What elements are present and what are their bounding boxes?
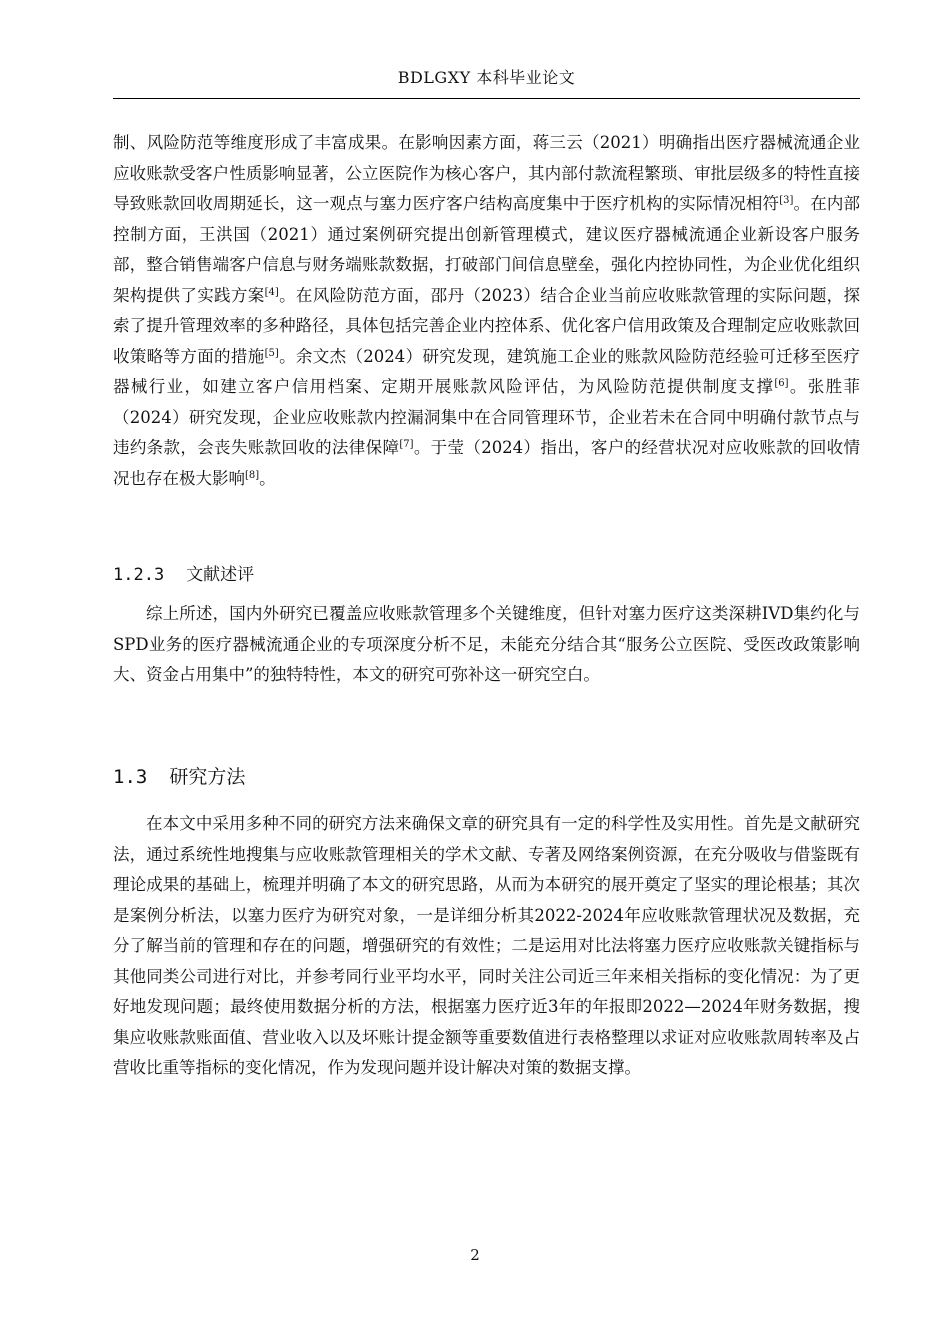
citation-ref: [6] — [774, 378, 789, 389]
citation-ref: [4] — [264, 286, 279, 298]
running-header: BDLGXY 本科毕业论文 — [397, 68, 576, 87]
section-heading-1-2-3 — [113, 563, 254, 587]
section-title: 文献述评 — [186, 565, 255, 585]
paragraph-literature-commentary: 综上所述，国内外研究已覆盖应收账款管理多个关键维度，但针对塞力医疗这类深耕IVD集约化与SPD业务的医疗器械流通企业的专项深度分析不足，未能充分结合其“服务公立医院、受医改政策影响大、资金占用集中”的独特特性，本文的研究可弥补这一研究空白。 — [113, 604, 860, 684]
citation-ref: [3] — [779, 195, 794, 206]
paragraph-text: 。在风险防范方面，邵丹（2023）结合企业当前应收账款管理的实际问题，探索了提升管理效率的多种路径，具体包括完善企业内控体系、优化客户信用政策及合理制定应收账款回收策略等方面的措施 — [113, 285, 860, 366]
paragraph-text: 制、风险防范等维度形成了丰富成果。在影响因素方面，蒋三云（2021）明确指出医疗器械流通企业应收账款受客户性质影响显著，公立医院作为核心客户，其内部付款流程繁琐、审批层级多的特性直接导致账款回收周期延长，这一观点与塞力医疗客户结构高度集中于医疗机构的实际情况相符 — [113, 133, 860, 213]
paragraph-text: 。于莹（2024）指出，客户的经营状况对应收账款的回收情况也存在极大影响 — [113, 438, 861, 488]
page-number: 2 — [470, 1246, 480, 1264]
section-number: 1.2.3 — [113, 565, 165, 585]
citation-ref: [8] — [245, 469, 260, 481]
paragraph-text: 。 — [259, 468, 276, 488]
paragraph-text: 。在内部控制方面，王洪国（2021）通过案例研究提出创新管理模式，建议医疗器械流通企业新设客户服务部，整合销售端客户信息与财务端账款数据，打破部门间信息壁垒，强化内控协同性，为企业优化组织架构提供了实践方案 — [113, 194, 861, 305]
paragraph-text: 。余文杰（2024）研究发现，建筑施工企业的账款风险防范经验可迁移至医疗器械行业，如建立客户信用档案、定期开展账款风险评估，为风险防范提供制度支撑 — [113, 346, 860, 396]
section-heading-1-3 — [113, 763, 245, 791]
citation-ref: [5] — [264, 347, 279, 359]
paragraph-text: 。张胜菲（2024）研究发现，企业应收账款内控漏洞集中在合同管理环节，企业若未在合同中明确付款节点与违约条款，会丧失账款回收的法律保障 — [113, 377, 861, 457]
citation-ref: [7] — [399, 439, 414, 450]
section-title: 研究方法 — [169, 766, 246, 788]
section-number: 1.3 — [113, 766, 148, 788]
header-rule — [113, 98, 860, 99]
paragraph-research-methods: 在本文中采用多种不同的研究方法来确保文章的研究具有一定的科学性及实用性。首先是文献研究法，通过系统性地搜集与应收账款管理相关的学术文献、专著及网络案例资源，在充分吸收与借鉴既有理论成果的基础上，梳理并明确了本文的研究思路，从而为本研究的展开奠定了坚实的理论根基；其次是案例分析法，以塞力医疗为研究对象，一是详细分析其2022-2024年应收账款管理状况及数据，充分了解当前的管理和存在的问题，增强研究的有效性；二是运用对比法将塞力医疗应收账款关键指标与其他同类公司进行对比，并参考同行业平均水平，同时关注公司近三年来相关指标的变化情况：为了更好地发现问题；最终使用数据分析的方法，根据塞力医疗近3年的年报即2022—2024年财务数据，搜集应收账款账面值、营业收入以及坏账计提金额等重要数值进行表格整理以求证对应收账款周转率及占营收比重等指标的变化情况，作为发现问题并设计解决对策的数据支撑。 — [113, 814, 860, 1077]
paragraph-literature-review — [113, 128, 860, 494]
